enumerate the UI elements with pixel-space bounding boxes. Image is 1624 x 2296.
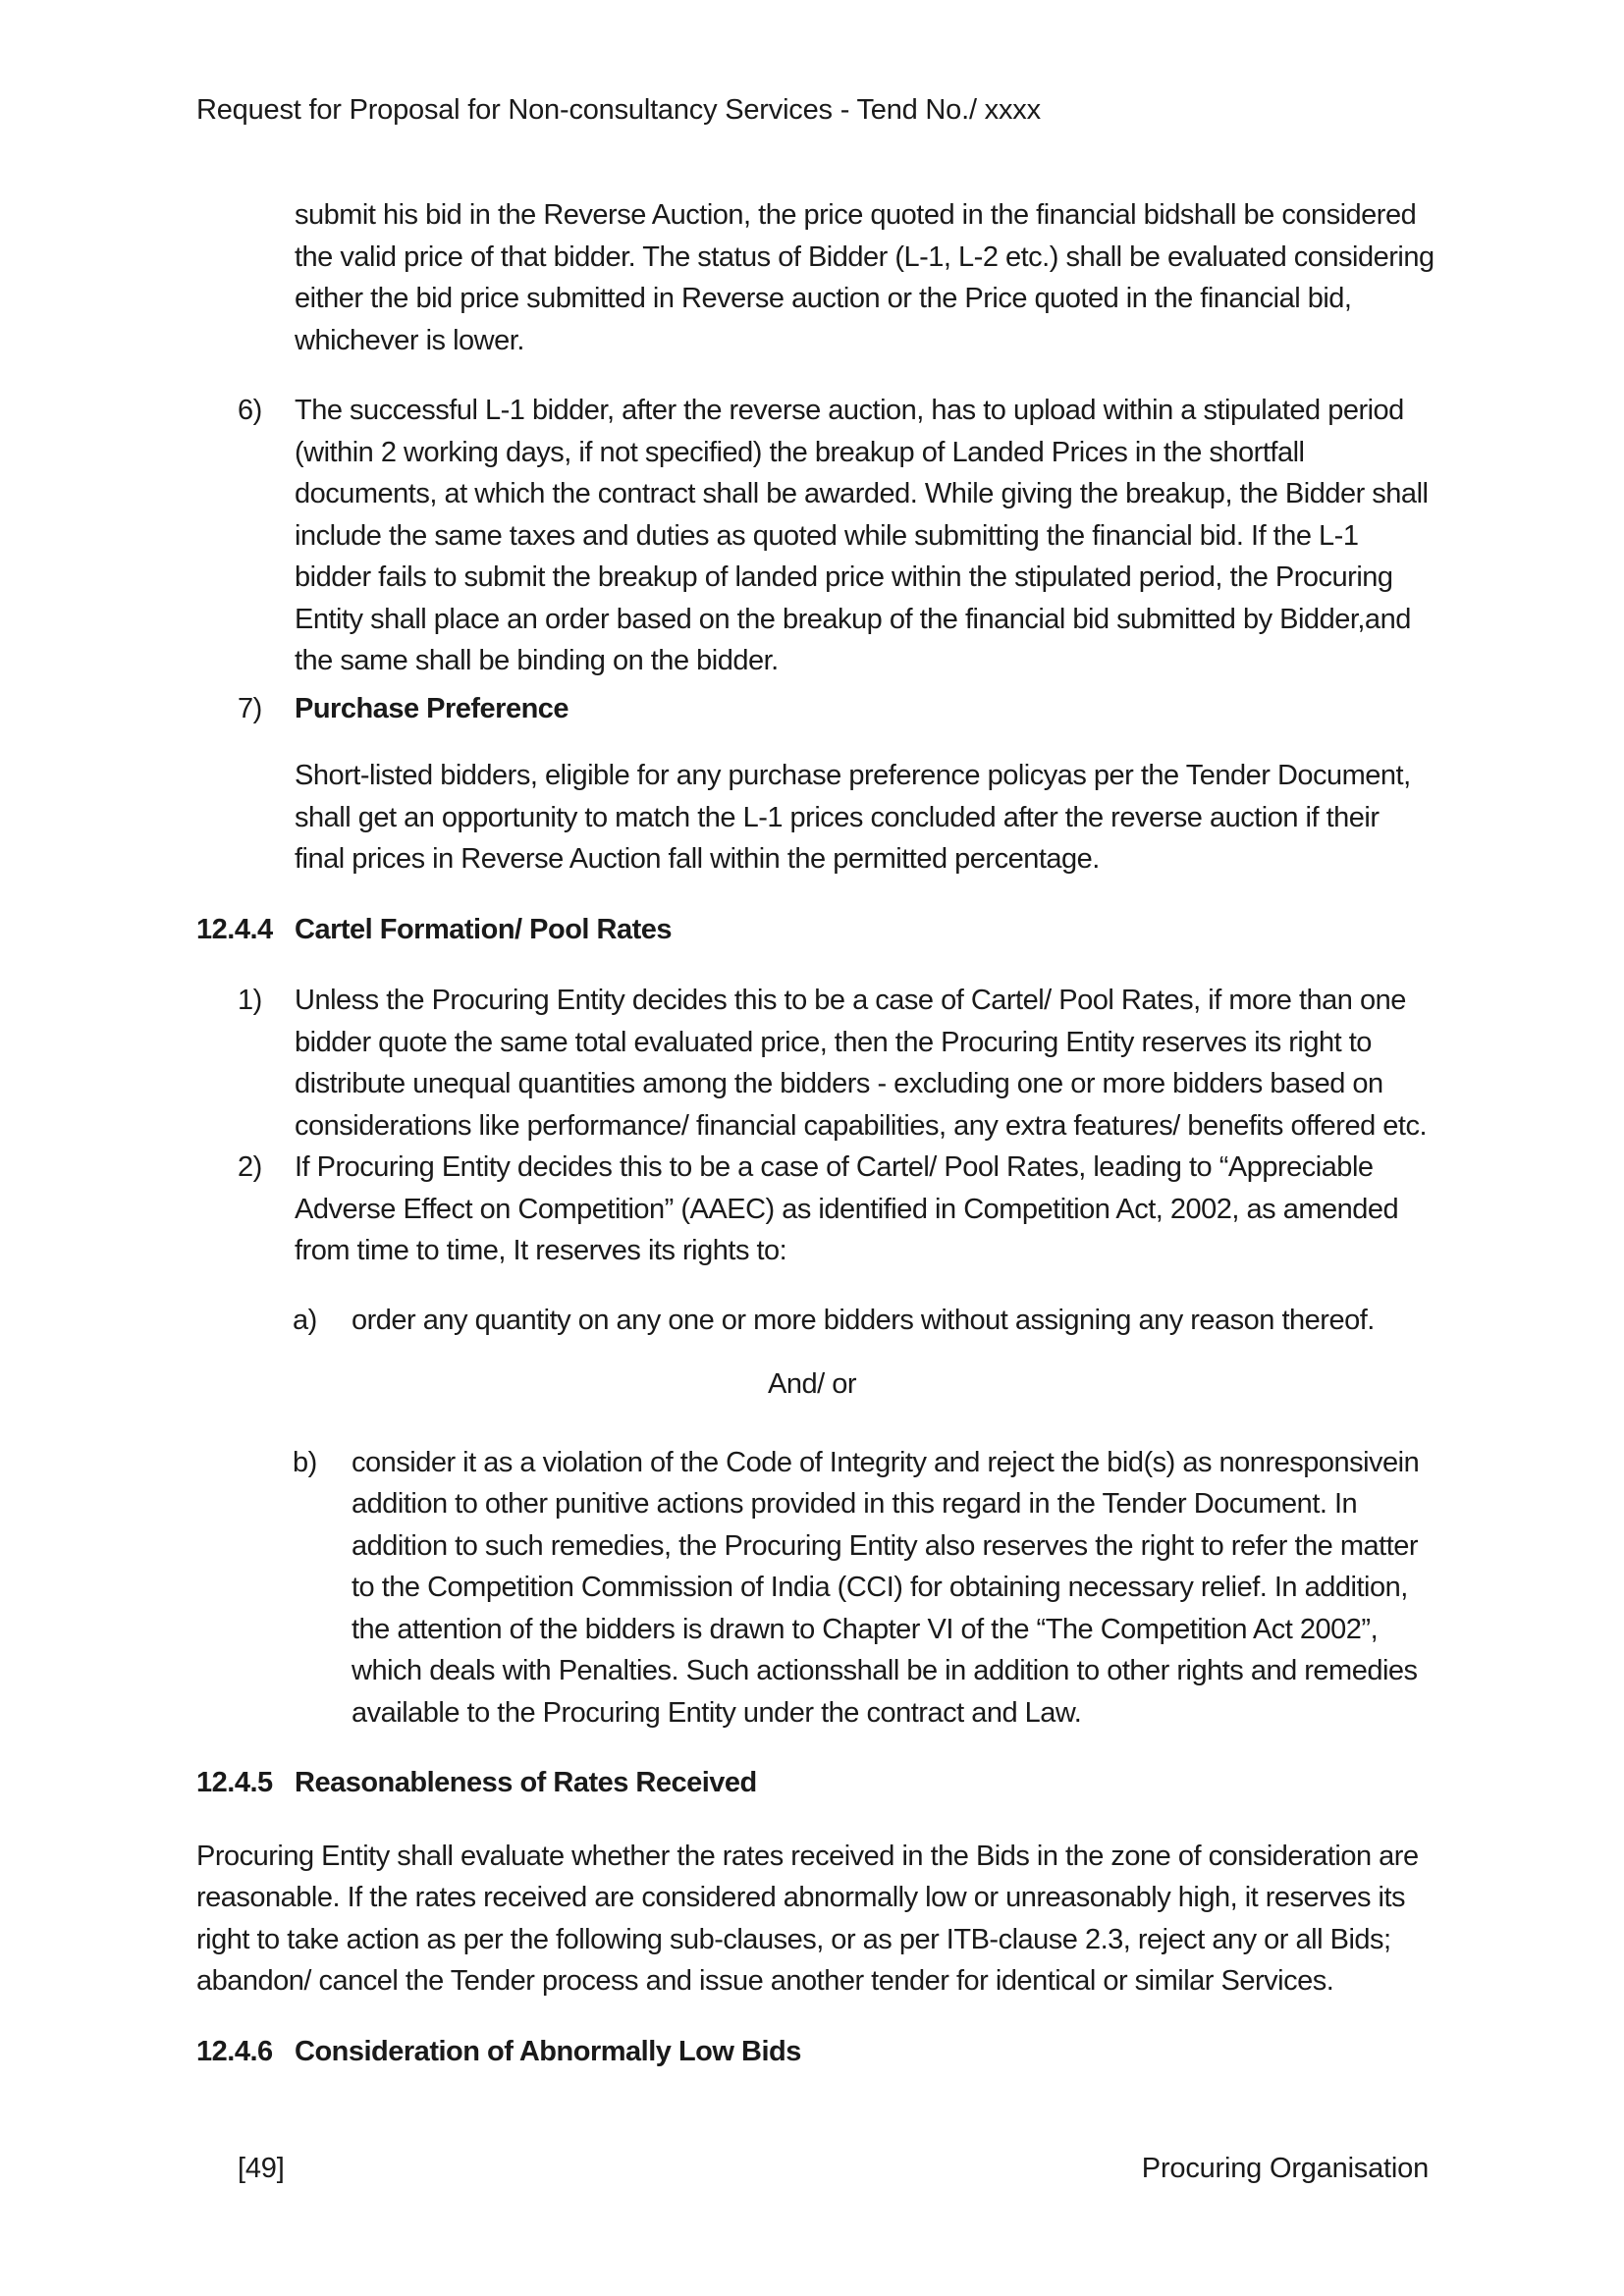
list-item-1	[238, 980, 1435, 1147]
list-item-7-number: 7)	[238, 692, 262, 724]
reasonableness-paragraph: Procuring Entity shall evaluate whether the rates received in the Bids in the zone of consideration are reasonable. If the rates received are considered abnormally low or unreasonably high, it reserves its right to take action as per the following sub-clauses, or as per ITB-clause 2.3, reject any or all Bids; abandon/ cancel the Tender process and issue another tender for identical or similar Services.	[196, 1840, 1419, 1997]
footer-page-number: [49]	[238, 2153, 285, 2184]
section-heading-12-4-6	[196, 2031, 1624, 2073]
list-item-2-text: If Procuring Entity decides this to be a case of Cartel/ Pool Rates, leading to “Appreciable Adverse Effect on Competition” (AAEC) as identified in Competition Act, 2002, as amended from time to time, It reserves its rights to:	[295, 1151, 1399, 1266]
list-item-7-title: Purchase Preference	[295, 692, 569, 724]
list-item-7	[238, 688, 1435, 730]
list-item-2	[238, 1147, 1435, 1272]
section-heading-12-4-5	[196, 1762, 1624, 1804]
purchase-preference-paragraph: Short-listed bidders, eligible for any purchase preference policyas per the Tender Document, shall get an opportunity to match the L-1 prices concluded after the reverse auction if their final prices in Reverse Auction fall within the permitted percentage.	[295, 760, 1411, 875]
section-number: 12.4.5	[196, 1767, 273, 1798]
sub-item-a	[293, 1300, 1434, 1342]
sub-item-b-letter: b)	[293, 1446, 317, 1478]
section-title: Cartel Formation/ Pool Rates	[295, 913, 673, 945]
list-item-1-text: Unless the Procuring Entity decides this to be a case of Cartel/ Pool Rates, if more than one bidder quote the same total evaluated price, then the Procuring Entity reserves its right to distribute unequal quantities among the bidders - excluding one or more bidders based on considerations like performance/ financial capabilities, any extra features/ benefits offered etc.	[295, 985, 1428, 1142]
section-title: Consideration of Abnormally Low Bids	[295, 2035, 801, 2067]
sub-item-b	[293, 1442, 1434, 1735]
list-item-6-text: The successful L-1 bidder, after the reverse auction, has to upload within a stipulated period (within 2 working days, if not specified) the breakup of Landed Prices in the shortfall documents, at which the contract shall be awarded. While giving the breakup, the Bidder shall include the same taxes and duties as quoted while submitting the financial bid. If the L-1 bidder fails to submit the breakup of landed price within the stipulated period, the Procuring Entity shall place an order based on the breakup of the financial bid submitted by Bidder,and the same shall be binding on the bidder.	[295, 395, 1429, 676]
footer-organisation: Procuring Organisation	[1141, 2153, 1429, 2184]
connector-and-or: And/ or	[768, 1368, 856, 1400]
intro-paragraph: submit his bid in the Reverse Auction, the price quoted in the financial bidshall be considered the valid price of that bidder. The status of Bidder (L-1, L-2 etc.) shall be evaluated considering either the bid price submitted in Reverse auction or the Price quoted in the financial bid, whichever is lower.	[295, 199, 1435, 356]
sub-item-a-text: order any quantity on any one or more bidders without assigning any reason thereof.	[352, 1304, 1375, 1336]
sub-item-b-text: consider it as a violation of the Code of Integrity and reject the bid(s) as nonresponsivein addition to other punitive actions provided in this regard in the Tender Document. In addition to such remedies, the Procuring Entity also reserves the right to refer the matter to the Competition Commission of India (CCI) for obtaining necessary relief. In addition, the attention of the bidders is drawn to Chapter VI of the “The Competition Act 2002”, which deals with Penalties. Such actionsshall be in addition to other rights and remedies available to the Procuring Entity under the contract and Law.	[352, 1446, 1420, 1729]
sub-item-a-letter: a)	[293, 1304, 317, 1336]
section-number: 12.4.4	[196, 913, 273, 945]
list-item-2-number: 2)	[238, 1151, 262, 1183]
section-number: 12.4.6	[196, 2035, 273, 2067]
list-item-6-number: 6)	[238, 395, 262, 426]
section-title: Reasonableness of Rates Received	[295, 1767, 757, 1798]
list-item-6	[238, 390, 1435, 682]
list-item-1-number: 1)	[238, 985, 262, 1016]
section-heading-12-4-4	[196, 909, 1624, 951]
page-header-title: Request for Proposal for Non-consultancy Services - Tend No./ xxxx	[196, 94, 1041, 126]
